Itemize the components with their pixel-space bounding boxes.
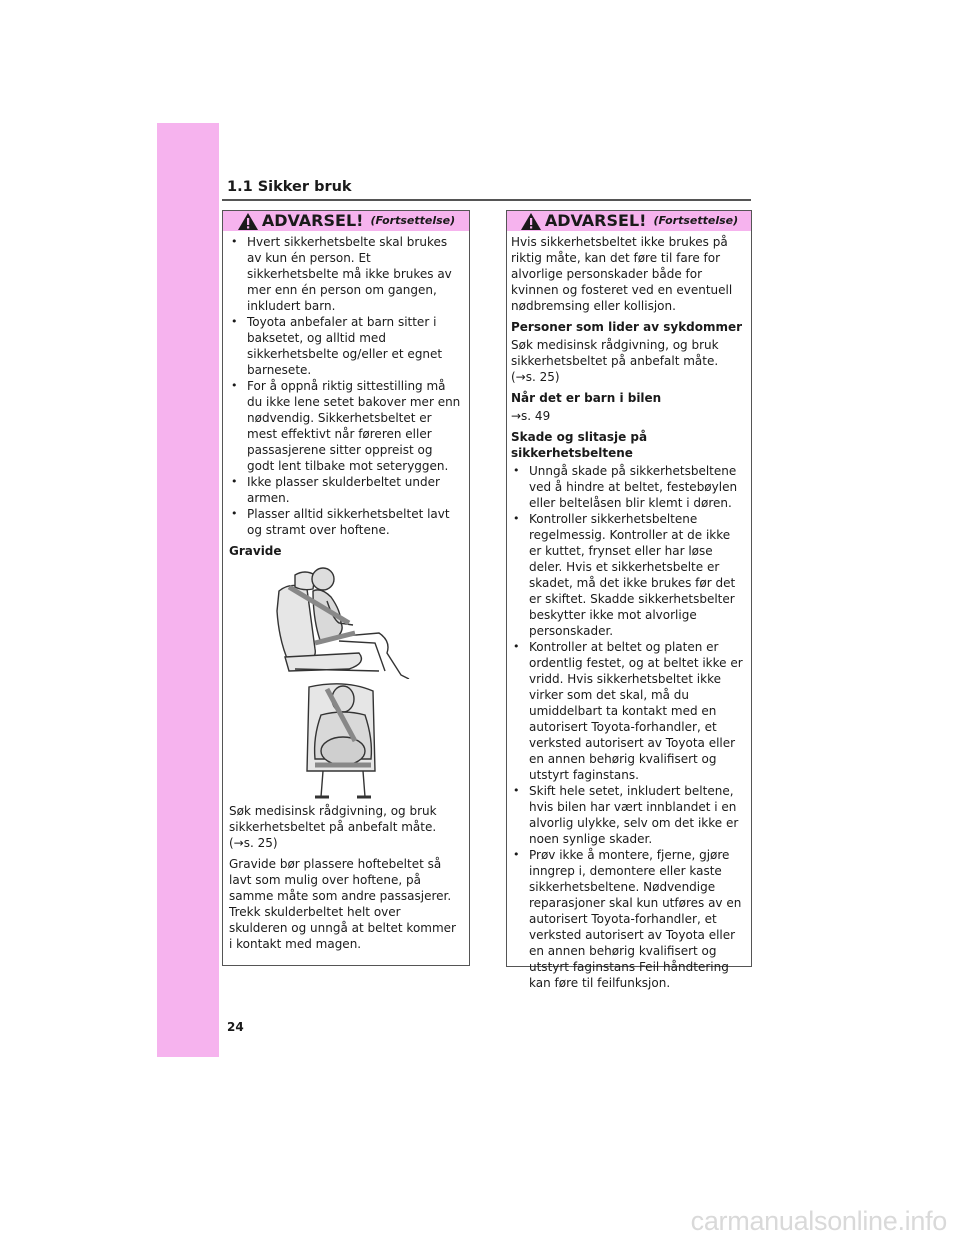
subheading-illness: Personer som lider av sykdommer: [511, 320, 743, 334]
subheading-pregnant: Gravide: [229, 544, 282, 558]
list-item: • Kontroller sikkerhetsbeltene regelmessig. Kontroller at de ikke er kuttet, frynset eller har løse deler. Hvis et sikkerhetsbelte er skadet, må det ikke brukes før det er skiftet. Skadde sikkerhetsbelter beskytter ikke mot alvorlige personskader.: [511, 511, 744, 639]
warning-title: ADVARSEL!: [261, 211, 364, 230]
watermark-text: carmanualsonline.info: [690, 1206, 947, 1236]
pregnant-front-view-illustration: [229, 679, 461, 803]
list-item: • Toyota anbefaler at barn sitter i baksetet, og alltid med sikkerhetsbelte og/eller et egnet barnesete.: [229, 314, 462, 378]
list-item: • Prøv ikke å montere, fjerne, gjøre inngrep i, demontere eller kaste sikkerhetsbeltene. Nødvendige reparasjoner skal kun utføres av en autorisert Toyota-forhandler, et verksted autorisert av Toyota eller en annen behørig kvalifisert og utstyrt faginstans Feil håndtering kan føre til feilfunksjon.: [511, 847, 744, 991]
paragraph: Hvis sikkerhetsbeltet ikke brukes på riktig måte, kan det føre til fare for alvorlige personskader både for kvinnen og fosteret ved en eventuell nødbremsing eller kollisjon.: [511, 235, 733, 313]
warning-triangle-icon: [520, 212, 542, 231]
subheading-damage: Skade og slitasje på sikkerhetsbeltene: [511, 430, 648, 460]
list-item: • Ikke plasser skulderbeltet under armen.: [229, 474, 462, 506]
list-item: • For å oppnå riktig sittestilling må du ikke lene setet bakover mer enn nødvendig. Sikkerhetsbeltet er mest effektivt når føreren eller passasjerene sitter oppreist og godt lent tilbake mot seteryggen.: [229, 378, 462, 474]
warning-bullet-list: [229, 234, 462, 538]
warning-box-left: [222, 210, 470, 966]
warning-continued: (Fortsettelse): [370, 214, 456, 227]
paragraph: Gravide bør plassere hoftebeltet så lavt som mulig over hoftene, på samme måte som andre passasjerer. Trekk skulderbeltet helt over skulderen og unngå at beltet kommer i kontakt med magen.: [229, 857, 456, 951]
warning-body: [507, 231, 751, 991]
warning-bullet-list: [511, 463, 744, 991]
warning-header: [223, 211, 469, 231]
list-item: • Kontroller at beltet og platen er ordentlig festet, og at beltet ikke er vridd. Hvis sikkerhetsbeltet ikke virker som det skal, må du umiddelbart ta kontakt med en autorisert Toyota-forhandler, et verksted autorisert av Toyota eller en annen behørig kvalifisert og utstyrt faginstans.: [511, 639, 744, 783]
cross-reference: →s. 49: [511, 409, 551, 423]
list-item: • Plasser alltid sikkerhetsbeltet lavt og stramt over hoftene.: [229, 506, 462, 538]
page-number: 24: [227, 1020, 244, 1034]
paragraph: Søk medisinsk rådgivning, og bruk sikkerhetsbeltet på anbefalt måte. (→s. 25): [229, 804, 437, 850]
section-divider: [222, 199, 751, 201]
warning-box-right: [506, 210, 752, 990]
list-item: • Unngå skade på sikkerhetsbeltene ved å hindre at beltet, festebøylen eller beltelåsen blir klemt i døren.: [511, 463, 744, 511]
list-item: • Hvert sikkerhetsbelte skal brukes av kun én person. Et sikkerhetsbelte må ikke brukes av mer enn én person om gangen, inkludert barn.: [229, 234, 462, 314]
page-edge-band: [157, 123, 219, 1057]
paragraph: Søk medisinsk rådgivning, og bruk sikkerhetsbeltet på anbefalt måte. (→s. 25): [511, 338, 719, 384]
warning-triangle-icon: [237, 212, 259, 231]
warning-continued: (Fortsettelse): [653, 214, 739, 227]
warning-body: [223, 231, 469, 952]
warning-title: ADVARSEL!: [544, 211, 647, 230]
pregnant-side-view-illustration: [229, 561, 461, 679]
subheading-children: Når det er barn i bilen: [511, 391, 662, 405]
list-item: • Skift hele setet, inkludert beltene, hvis bilen har vært innblandet i en alvorlig ulykke, selv om det ikke er noen synlige skader.: [511, 783, 744, 847]
warning-header: [507, 211, 751, 231]
section-title: 1.1 Sikker bruk: [227, 179, 352, 195]
